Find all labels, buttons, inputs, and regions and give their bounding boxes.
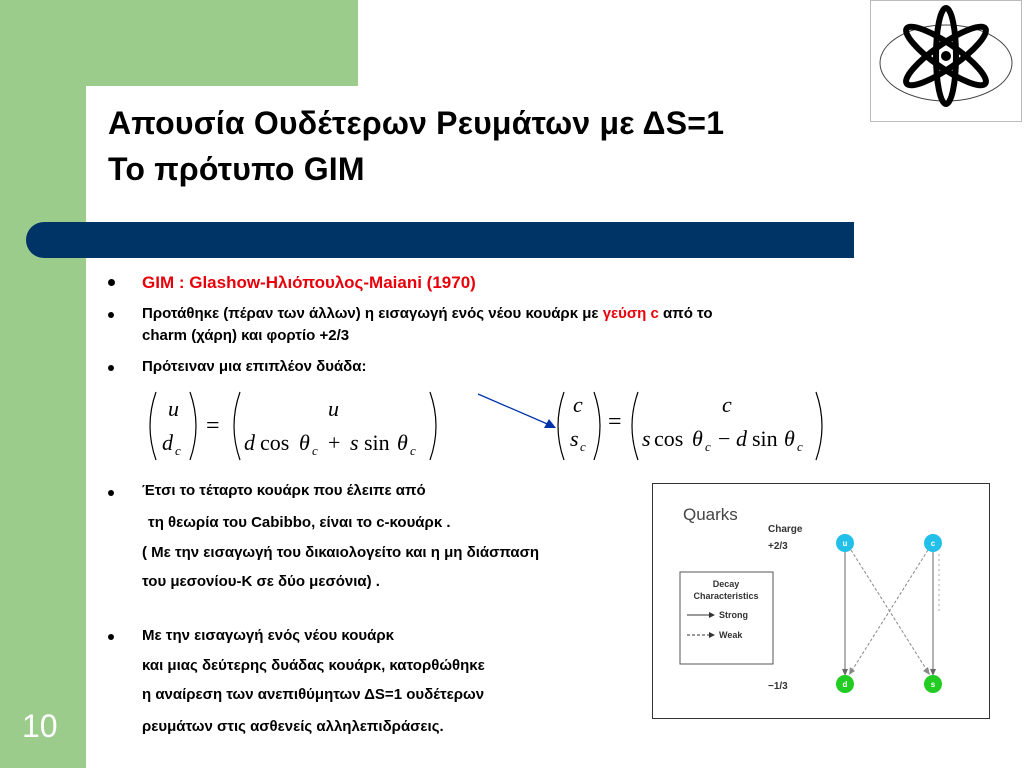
eq2-sub-c2: c: [797, 439, 803, 454]
bullet-proposal: [142, 305, 713, 322]
equation-charm-doublet: [552, 386, 832, 466]
eq1-d: d: [244, 430, 255, 455]
quark-decay-diagram: [652, 483, 990, 719]
eq1-equals: =: [206, 413, 220, 439]
eq1-cos: cos: [260, 430, 290, 455]
eq1-sub-c2: c: [410, 443, 416, 458]
slide-title: [108, 100, 724, 192]
eq2-sin: sin: [752, 426, 778, 451]
bullet-doublet: Πρότειναν μια επιπλέον δυάδα:: [142, 358, 367, 375]
bullet-proposal-line2: charm (χάρη) και φορτίο +2/3: [142, 327, 350, 344]
eq2-sub-c1: c: [705, 439, 711, 454]
bullet-dot: [108, 634, 114, 640]
bullet-fourth-quark: Έτσι το τέταρτο κουάρκ που έλειπε από: [142, 482, 426, 499]
charge-top-value: +2/3: [768, 541, 788, 552]
legend-strong-label: Strong: [719, 610, 748, 620]
left-green-band: [0, 0, 86, 768]
bullet-proposal-text: Προτάθηκε (πέραν των άλλων) η εισαγωγή ενός νέου κουάρκ με: [142, 305, 603, 322]
eq2-equals: =: [608, 409, 622, 435]
legend-title-line1: Decay: [712, 579, 740, 589]
eq2-minus: −: [718, 426, 731, 451]
eq2-s-left: s: [570, 426, 579, 451]
quark-s-label: s: [930, 680, 936, 689]
bullet-dot: [108, 490, 114, 496]
eq2-s: s: [642, 426, 651, 451]
eq2-cos: cos: [654, 426, 684, 451]
fourth-quark-line2: τη θεωρία του Cabibbo, είναι το c-κουάρκ .: [148, 514, 451, 531]
eq2-c-left: c: [573, 392, 583, 417]
eq1-u-right: u: [328, 396, 339, 421]
fourth-quark-line4: του μεσονίου-Κ σε δύο μεσόνια) .: [142, 573, 380, 590]
title-divider-bar: [26, 222, 854, 258]
fourth-quark-line3: ( Με την εισαγωγή του δικαιολογείτο και η μη διάσπαση: [142, 544, 540, 561]
legend-title-line2: Characteristics: [693, 591, 759, 601]
eq2-theta: θ: [692, 426, 703, 451]
eq1-theta: θ: [299, 430, 310, 455]
bullet-cancellation: Με την εισαγωγή ενός νέου κουάρκ: [142, 627, 394, 644]
bullet-gim: GIM : Glashow-Ηλιόπουλος-Maiani (1970): [142, 273, 476, 292]
bullet-dot: [108, 279, 115, 286]
eq1-u-left: u: [168, 396, 179, 421]
quarks-heading: Quarks: [683, 505, 738, 524]
eq1-sub-c-left: c: [175, 443, 181, 458]
bullet-dot: [108, 312, 114, 318]
charge-bottom-value: −1/3: [768, 681, 788, 692]
quark-d-label: d: [842, 680, 848, 689]
eq2-sub-c-left: c: [580, 439, 586, 454]
eq2-c-right: c: [722, 392, 732, 417]
legend-weak-label: Weak: [719, 630, 743, 640]
eq1-d-left: d: [162, 430, 173, 455]
cancellation-line4: ρευμάτων στις ασθενείς αλληλεπιδράσεις.: [142, 718, 444, 735]
eq1-plus: +: [328, 430, 341, 455]
eq2-d: d: [736, 426, 747, 451]
cancellation-line3: η αναίρεση των ανεπιθύμητων ΔS=1 ουδέτερων: [142, 686, 485, 703]
cancellation-line2: και μιας δεύτερης δυάδας κουάρκ, κατορθώθηκε: [142, 657, 485, 674]
title-line-2: Το πρότυπο GIM: [108, 151, 365, 187]
flavor-c-highlight: γεύση c: [602, 305, 659, 322]
equation-cabibbo-doublet: [140, 386, 450, 466]
top-green-band: [0, 0, 358, 86]
eq2-theta2: θ: [784, 426, 795, 451]
eq1-s: s: [350, 430, 359, 455]
bullet-proposal-text-end: από το: [658, 305, 713, 322]
eq1-sub-c1: c: [312, 443, 318, 458]
eq1-theta2: θ: [397, 430, 408, 455]
charge-label: Charge: [768, 524, 803, 535]
eq1-sin: sin: [364, 430, 390, 455]
bullet-dot: [108, 365, 114, 371]
slide-number: 10: [22, 708, 58, 744]
quark-c-label: c: [930, 539, 936, 548]
quark-u-label: u: [842, 539, 848, 548]
atom-logo-image: [870, 0, 1022, 122]
title-line-1: Απουσία Ουδέτερων Ρευμάτων με ΔS=1: [108, 105, 725, 141]
